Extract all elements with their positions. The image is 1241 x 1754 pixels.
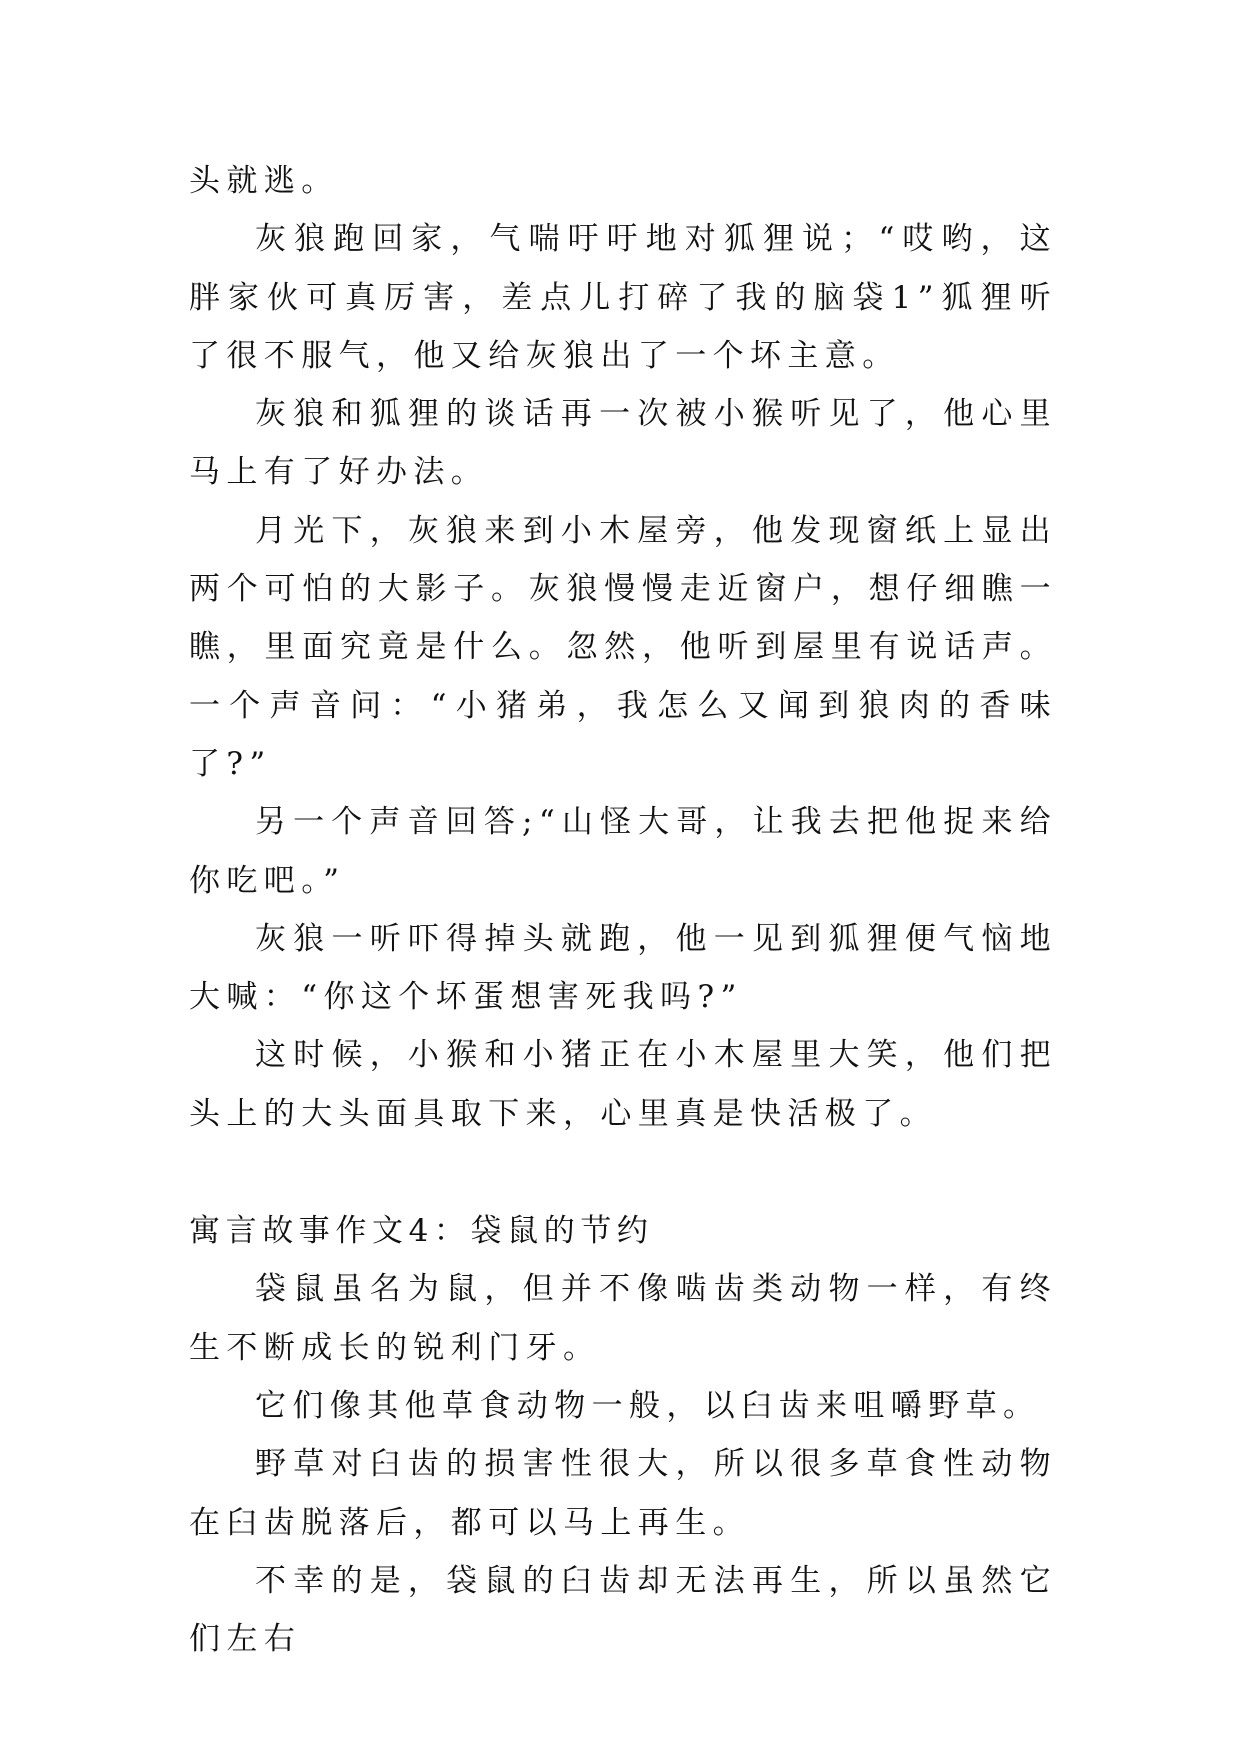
section-heading: 寓言故事作文4：袋鼠的节约: [189, 1213, 654, 1250]
paragraph: 不幸的是，袋鼠的臼齿却无法再生，所以虽然它们左右: [189, 1562, 1057, 1658]
paragraph: 月光下，灰狼来到小木屋旁，他发现窗纸上显出两个可怕的大影子。灰狼慢慢走近窗户，想仔细瞧一瞧，里面究竟是什么。忽然，他听到屋里有说话声。一个声音问：“小猪弟，我怎么又闻到狼肉的香味了?”: [189, 512, 1057, 782]
paragraph: 灰狼和狐狸的谈话再一次被小猴听见了，他心里马上有了好办法。: [189, 396, 1057, 491]
paragraph: 这时候，小猴和小猪正在小木屋里大笑，他们把头上的大头面具取下来，心里真是快活极了。: [189, 1037, 1057, 1132]
paragraph: 它们像其他草食动物一般，以臼齿来咀嚼野草。: [255, 1387, 1041, 1424]
paragraph: 野草对臼齿的损害性很大，所以很多草食性动物在臼齿脱落后，都可以马上再生。: [189, 1446, 1057, 1541]
paragraph: 另一个声音回答;“山怪大哥，让我去把他捉来给你吃吧。”: [189, 804, 1057, 899]
document-body: [189, 152, 1057, 1668]
paragraph: 灰狼一听吓得掉头就跑，他一见到狐狸便气恼地大喊：“你这个坏蛋想害死我吗?”: [189, 920, 1057, 1016]
paragraph: 灰狼跑回家，气喘吁吁地对狐狸说；“哎哟，这胖家伙可真厉害，差点儿打碎了我的脑袋1”狐狸听了很不服气，他又给灰狼出了一个坏主意。: [189, 221, 1057, 374]
paragraph-continuation: 头就逃。: [189, 163, 339, 199]
paragraph: 袋鼠虽名为鼠，但并不像啮齿类动物一样，有终生不断成长的锐利门牙。: [189, 1271, 1057, 1366]
